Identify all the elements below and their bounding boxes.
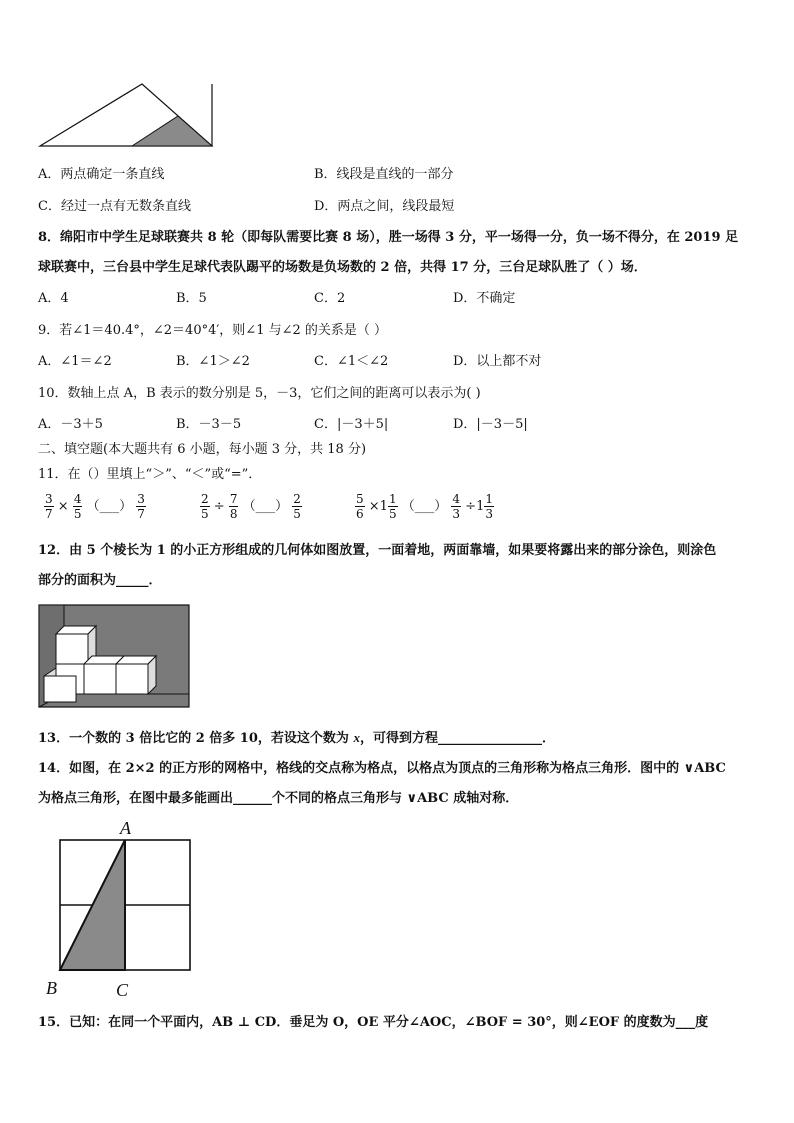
q14-grid-figure [40, 818, 200, 1002]
fraction: $\frac{3}{7}$ [45, 492, 53, 521]
q9-option-b: B．∠1＞∠2 [176, 354, 250, 369]
q11-expression-3: $\frac{5}{6}$ ×1 $\frac{1}{5}$ （___） $\frac{4}{3}$ ÷1 $\frac{1}{3}$ [356, 492, 493, 521]
label-b: B [46, 978, 57, 998]
fraction: $\frac{5}{6}$ [356, 492, 364, 521]
fraction: $\frac{2}{5}$ [293, 492, 301, 521]
label-a: A [120, 818, 131, 838]
q12-line2: 部分的面积为_____． [38, 573, 162, 588]
q10-option-b: B．－3－5 [176, 417, 242, 432]
fraction: $\frac{7}{8}$ [229, 492, 238, 521]
q9-line1: 9．若∠1＝40.4°，∠2＝40°4′，则∠1 与∠2 的关系是（ ） [38, 323, 388, 338]
q10-option-a: A．－3＋5 [38, 417, 103, 432]
fraction: $\frac{4}{3}$ [452, 492, 461, 521]
q9-option-a: A．∠1＝∠2 [38, 354, 112, 369]
q13-line: 13．一个数的 3 倍比它的 2 倍多 10，若设这个数为 x，可得到方程________________． [38, 730, 555, 746]
q10-option-d: D．|－3－5| [453, 417, 528, 432]
q8-option-d: D．不确定 [453, 291, 516, 306]
q7-option-d: D．两点之间，线段最短 [314, 199, 455, 214]
fraction: $\frac{2}{5}$ [201, 492, 209, 521]
q14-line2: 为格点三角形，在图中最多能画出______个不同的格点三角形与 ∨ABC 成轴对称． [38, 791, 519, 806]
q7-option-c: C．经过一点有无数条直线 [38, 199, 191, 214]
q11-line1: 11．在（）里填上“＞”、“＜”或“=”． [38, 467, 262, 482]
q7-figure [36, 80, 216, 152]
q8-line2: 球联赛中，三台县中学生足球代表队踢平的场数是负场数的 2 倍，共得 17 分，三台足球队胜了（ ）场． [38, 260, 647, 275]
q14-line1: 14．如图，在 2×2 的正方形的网格中，格线的交点称为格点，以格点为顶点的三角形称为格点三角形．图中的 ∨ABC [38, 761, 726, 776]
q9-option-d: D．以上都不对 [453, 354, 542, 369]
q7-option-b: B．线段是直线的一部分 [314, 167, 454, 182]
q15-line: 15．已知：在同一个平面内，AB ⊥ CD．垂足为 O，OE 平分∠AOC，∠BOF = 30°，则∠EOF 的度数为___度 [38, 1015, 709, 1030]
q12-line1: 12．由 5 个棱长为 1 的小正方形组成的几何体如图放置，一面着地，两面靠墙，如果要将露出来的部分涂色，则涂色 [38, 543, 717, 558]
q7-option-a: A．两点确定一条直线 [38, 167, 165, 182]
section-heading: 二、填空题(本大题共有 6 小题，每小题 3 分，共 18 分) [38, 442, 367, 457]
q9-option-c: C．∠1＜∠2 [314, 354, 389, 369]
q8-option-c: C．2 [314, 291, 346, 306]
q8-line1: 8．绵阳市中学生足球联赛共 8 轮（即每队需要比赛 8 场），胜一场得 3 分，平一场得一分，负一场不得分，在 2019 足 [38, 230, 739, 245]
fraction: $\frac{1}{3}$ [485, 492, 493, 521]
fraction: $\frac{3}{7}$ [137, 492, 145, 521]
answer-blank: （___） [401, 499, 448, 514]
fraction: $\frac{1}{5}$ [388, 492, 397, 521]
answer-blank: （___） [86, 499, 133, 514]
q10-line1: 10．数轴上点 A，B 表示的数分别是 5，－3，它们之间的距离可以表示为( ) [38, 386, 481, 401]
q8-option-a: A．4 [38, 291, 69, 306]
q12-cube-figure [38, 604, 190, 708]
answer-blank: （___） [242, 499, 289, 514]
label-c: C [116, 980, 129, 1000]
q10-option-c: C．|－3＋5| [314, 417, 389, 432]
fraction: $\frac{4}{5}$ [73, 492, 82, 521]
q11-expression-2: $\frac{2}{5}$ ÷ $\frac{7}{8}$ （___） $\frac{2}{5}$ [201, 492, 301, 521]
q8-option-b: B．5 [176, 291, 207, 306]
q11-expression-1: $\frac{3}{7}$ × $\frac{4}{5}$ （___） $\frac{3}{7}$ [45, 492, 145, 521]
